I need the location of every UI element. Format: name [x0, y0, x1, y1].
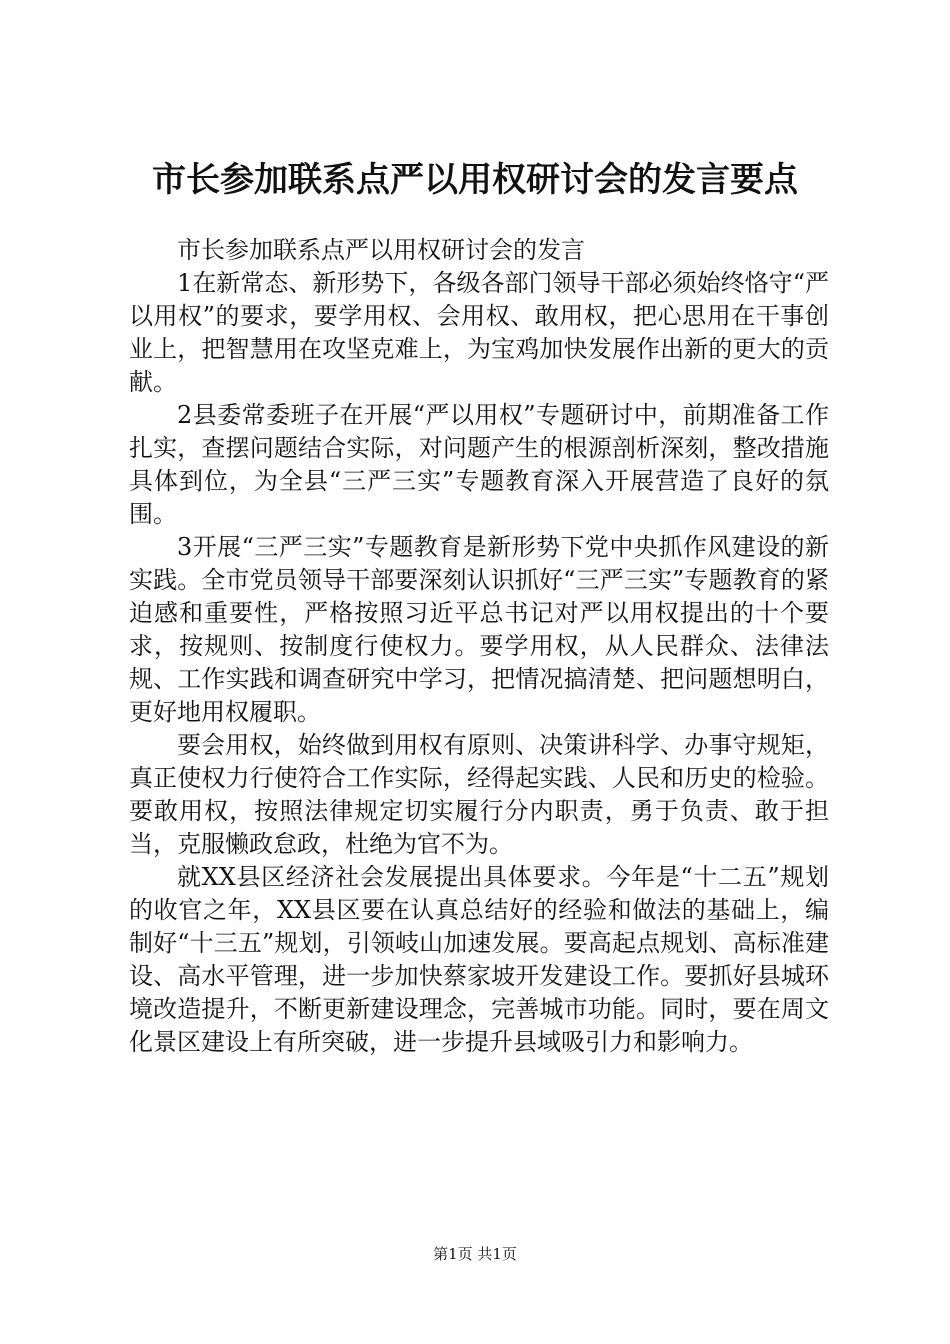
paragraph-1: 1在新常态、新形势下，各级各部门领导干部必须始终恪守“严以用权”的要求，要学用权、会用权、敢用权，把心思用在干事创业上，把智慧用在攻坚克难上，为宝鸡加快发展作出新的更大的贡献。 [129, 269, 829, 396]
document-subtitle: 市长参加联系点严以用权研讨会的发言 [177, 236, 585, 264]
page-number-footer: 第1页 共1页 [433, 1245, 517, 1263]
paragraph-5: 就XX县区经济社会发展提出具体要求。今年是“十二五”规划的收官之年，XX县区要在认真总结好的经验和做法的基础上，编制好“十三五”规划，引领岐山加速发展。要高起点规划、高标准建设、高水平管理，进一步加快蔡家坡开发建设工作。要抓好县城环境改造提升，不断更新建设理念，完善城市功能。同时，要在周文化景区建设上有所突破，进一步提升县域吸引力和影响力。 [129, 863, 829, 1056]
document-title: 市长参加联系点严以用权研讨会的发言要点 [152, 160, 798, 200]
paragraph-4: 要会用权，始终做到用权有原则、决策讲科学、办事守规矩，真正使权力行使符合工作实际，经得起实践、人民和历史的检验。要敢用权，按照法律规定切实履行分内职责，勇于负责、敢于担当，克服懒政怠政，杜绝为官不为。 [129, 731, 829, 858]
paragraph-2: 2县委常委班子在开展“严以用权”专题研讨中，前期准备工作扎实，查摆问题结合实际，对问题产生的根源剖析深刻，整改措施具体到位，为全县“三严三实”专题教育深入开展营造了良好的氛围。 [129, 401, 829, 528]
document-body [129, 234, 829, 1059]
paragraph-3: 3开展“三严三实”专题教育是新形势下党中央抓作风建设的新实践。全市党员领导干部要深刻认识抓好“三严三实”专题教育的紧迫感和重要性，严格按照习近平总书记对严以用权提出的十个要求，按规则、按制度行使权力。要学用权，从人民群众、法律法规、工作实践和调查研究中学习，把情况搞清楚、把问题想明白，更好地用权履职。 [129, 533, 829, 726]
